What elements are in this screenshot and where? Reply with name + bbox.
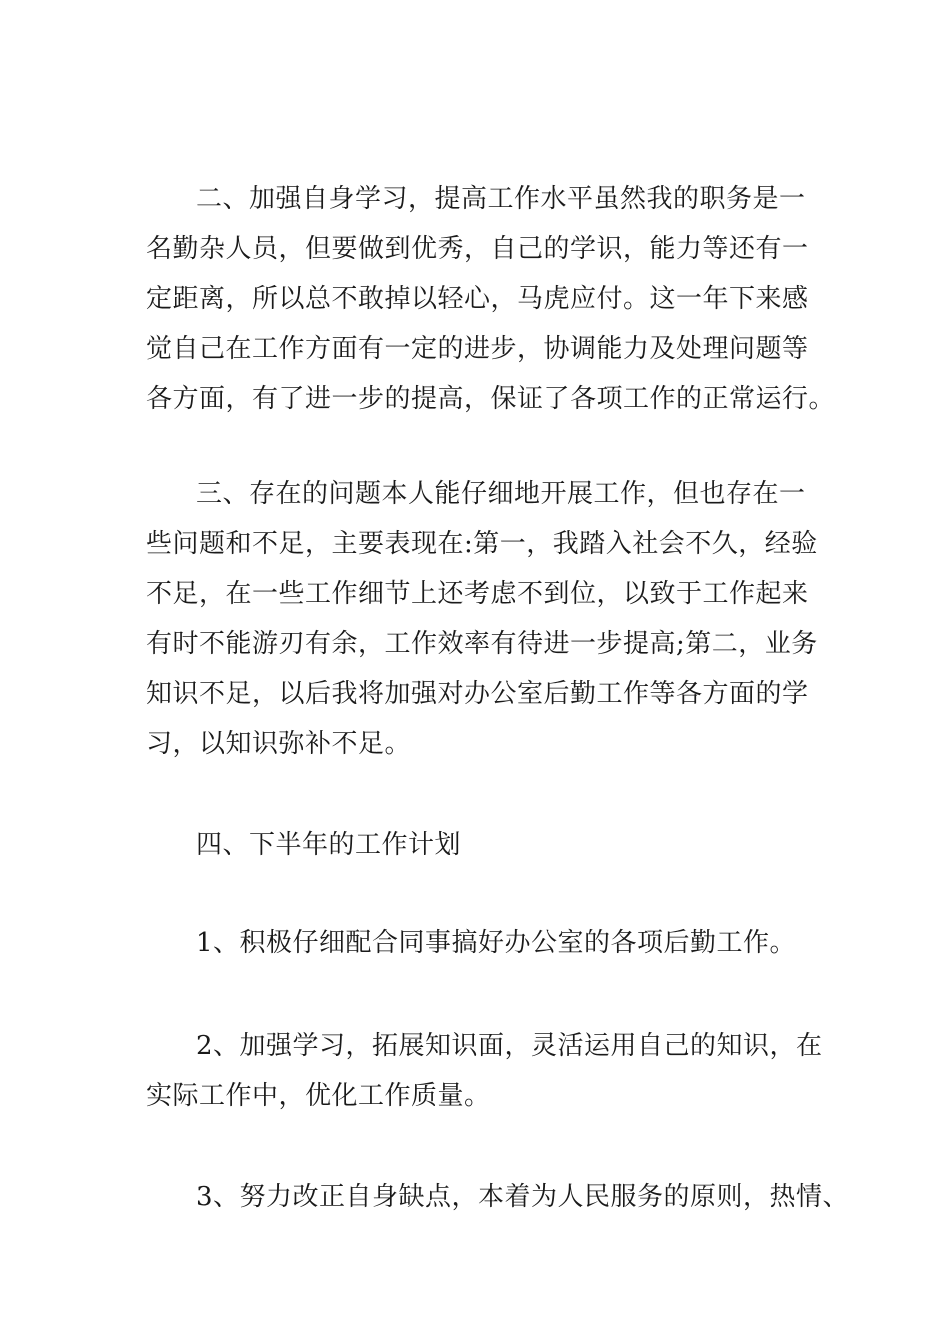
- section3-line-4: 有时不能游刃有余，工作效率有待进一步提高;第二，业务: [146, 629, 818, 659]
- section3-line-3: 不足，在一些工作细节上还考虑不到位，以致于工作起来: [146, 579, 809, 609]
- section3-line-6: 习，以知识弥补不足。: [146, 729, 412, 759]
- plan-item-2-line-1: 2、加强学习，拓展知识面，灵活运用自己的知识，在: [196, 1031, 823, 1061]
- section4-heading: 四、下半年的工作计划: [196, 830, 462, 860]
- section3-line-1: 三、存在的问题本人能仔细地开展工作，但也存在一: [196, 479, 806, 509]
- section3-line-5: 知识不足，以后我将加强对办公室后勤工作等各方面的学: [146, 679, 809, 709]
- section2-line-3: 定距离，所以总不敢掉以轻心，马虎应付。这一年下来感: [146, 284, 809, 314]
- plan-item-3: 3、努力改正自身缺点，本着为人民服务的原则，热情、: [196, 1182, 850, 1212]
- section2-line-2: 名勤杂人员，但要做到优秀，自己的学识，能力等还有一: [146, 234, 809, 264]
- section2-line-1: 二、加强自身学习，提高工作水平虽然我的职务是一: [196, 184, 806, 214]
- section2-line-5: 各方面，有了进一步的提高，保证了各项工作的正常运行。: [146, 384, 836, 414]
- plan-item-1: 1、积极仔细配合同事搞好办公室的各项后勤工作。: [196, 928, 797, 958]
- plan-item-2-line-2: 实际工作中，优化工作质量。: [146, 1081, 491, 1111]
- section2-line-4: 觉自己在工作方面有一定的进步，协调能力及处理问题等: [146, 334, 809, 364]
- section3-line-2: 些问题和不足，主要表现在:第一，我踏入社会不久，经验: [146, 529, 818, 559]
